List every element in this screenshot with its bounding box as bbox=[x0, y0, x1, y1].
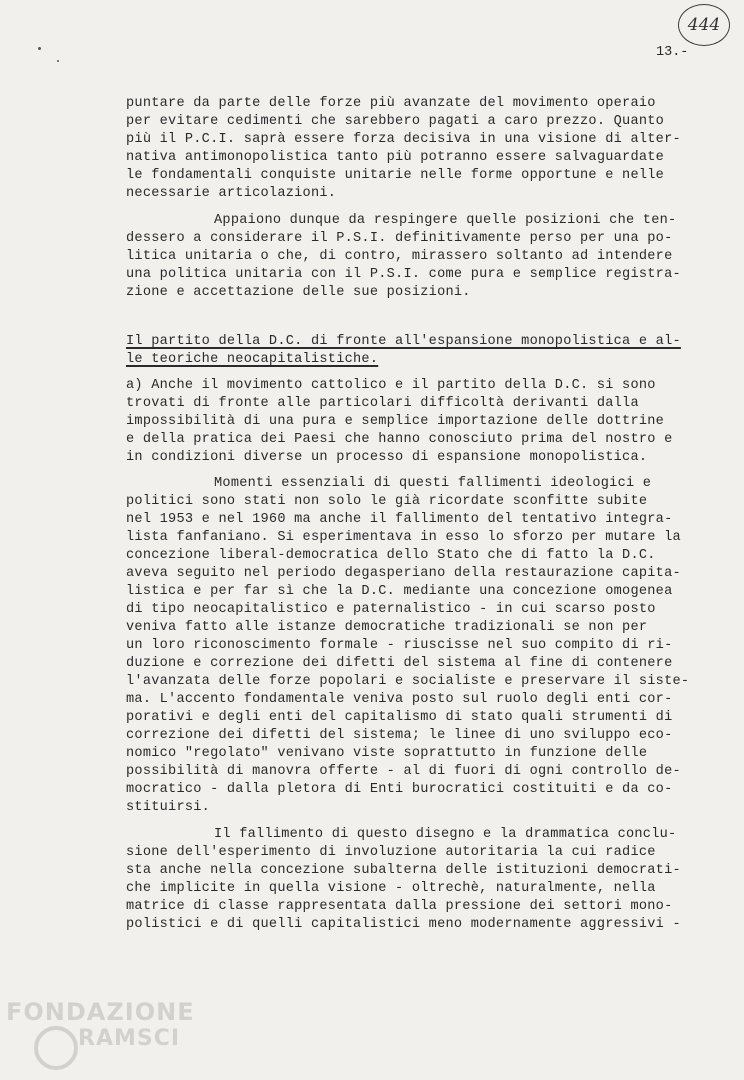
text-line: più il P.C.I. saprà essere forza decisiva in una visione di alter- bbox=[126, 132, 681, 147]
text-line: che implicite in quella visione - oltrechè, naturalmente, nella bbox=[126, 881, 656, 896]
text-line: sione dell'esperimento di involuzione autoritaria la cui radice bbox=[126, 845, 656, 860]
archive-stamp: 444 bbox=[678, 4, 730, 46]
text-line: l'avanzata delle forze popolari e socialiste e preservare il siste- bbox=[126, 674, 690, 689]
text-line: a) Anche il movimento cattolico e il partito della D.C. si sono bbox=[126, 378, 656, 393]
text-line: polistici e di quelli capitalistici meno modernamente aggressivi - bbox=[126, 917, 681, 932]
text-line: in condizioni diverse un processo di espansione monopolistica. bbox=[126, 450, 648, 465]
text-line: ma. L'accento fondamentale veniva posto sul ruolo degli enti cor- bbox=[126, 692, 673, 707]
section-heading: Il partito della D.C. di fronte all'espansione monopolistica e al- bbox=[126, 334, 681, 349]
text-line: zione e accettazione delle sue posizioni. bbox=[126, 285, 471, 300]
text-line: Appaiono dunque da respingere quelle posizioni che ten- bbox=[214, 213, 677, 228]
text-line: lista fanfaniano. Si esperimentava in esso lo sforzo per mutare la bbox=[126, 530, 681, 545]
fondazione-gramsci-watermark bbox=[6, 994, 195, 1072]
text-line: necessarie articolazioni. bbox=[126, 186, 337, 201]
text-line: stituirsi. bbox=[126, 800, 211, 815]
text-line: mocratico - dalla pletora di Enti burocratici costituiti e da co- bbox=[126, 782, 673, 797]
watermark-line: FONDAZIONE bbox=[6, 998, 195, 1026]
text-line: Momenti essenziali di questi fallimenti ideologici e bbox=[214, 476, 652, 491]
text-line: politici sono stati non solo le già ricordate sconfitte subite bbox=[126, 494, 648, 509]
text-line: sta anche nella concezione subalterna delle istituzioni democrati- bbox=[126, 863, 681, 878]
text-line: nel 1953 e nel 1960 ma anche il fallimento del tentativo integra- bbox=[126, 512, 673, 527]
text-line: aveva seguito nel periodo degasperiano della restaurazione capita- bbox=[126, 566, 681, 581]
text-line: porativi e degli enti del capitalismo di stato quali strumenti di bbox=[126, 710, 673, 725]
text-line: dessero a considerare il P.S.I. definitivamente perso per una po- bbox=[126, 231, 673, 246]
watermark-g-icon bbox=[34, 1026, 78, 1070]
text-line: nativa antimonopolistica tanto più potranno essere salvaguardate bbox=[126, 150, 665, 165]
text-line: e della pratica dei Paesi che hanno conosciuto prima del nostro e bbox=[126, 432, 673, 447]
text-line: matrice di classe rappresentata dalla pressione dei settori mono- bbox=[126, 899, 673, 914]
page-number: 13.- bbox=[656, 45, 689, 60]
text-line: listica e per far sì che la D.C. mediante una concezione omogenea bbox=[126, 584, 673, 599]
scan-speck bbox=[57, 60, 59, 62]
text-line: concezione liberal-democratica dello Stato che di fatto la D.C. bbox=[126, 548, 656, 563]
text-line: correzione dei difetti del sistema; le linee di uno sviluppo eco- bbox=[126, 728, 673, 743]
text-line: di tipo neocapitalistico e paternalistico - in cui scarso posto bbox=[126, 602, 656, 617]
text-line: duzione e correzione dei difetti del sistema al fine di contenere bbox=[126, 656, 673, 671]
text-line: puntare da parte delle forze più avanzate del movimento operaio bbox=[126, 96, 656, 111]
text-line: per evitare cedimenti che sarebbero pagati a caro prezzo. Quanto bbox=[126, 114, 665, 129]
section-heading: le teoriche neocapitalistiche. bbox=[126, 352, 379, 367]
text-line: Il fallimento di questo disegno e la drammatica conclu- bbox=[214, 827, 677, 842]
watermark-line: RAMSCI bbox=[78, 1026, 181, 1051]
text-line: una politica unitaria con il P.S.I. come pura e semplice registra- bbox=[126, 267, 681, 282]
text-line: litica unitaria o che, di contro, mirassero soltanto ad intendere bbox=[126, 249, 673, 264]
text-line: un loro riconoscimento formale - riuscisse nel suo compito di ri- bbox=[126, 638, 673, 653]
text-line: trovati di fronte alle particolari difficoltà derivanti dalla bbox=[126, 396, 639, 411]
text-line: impossibilità di una pura e semplice importazione delle dottrine bbox=[126, 414, 665, 429]
text-line: nomico "regolato" venivano viste soprattutto in funzione delle bbox=[126, 746, 648, 761]
text-line: le fondamentali conquiste unitarie nelle forme opportune e nelle bbox=[126, 168, 665, 183]
text-line: possibilità di manovra offerte - al di fuori di ogni controllo de- bbox=[126, 764, 681, 779]
scan-speck bbox=[38, 47, 41, 50]
text-line: veniva fatto alle istanze democratiche tradizionali se non per bbox=[126, 620, 648, 635]
